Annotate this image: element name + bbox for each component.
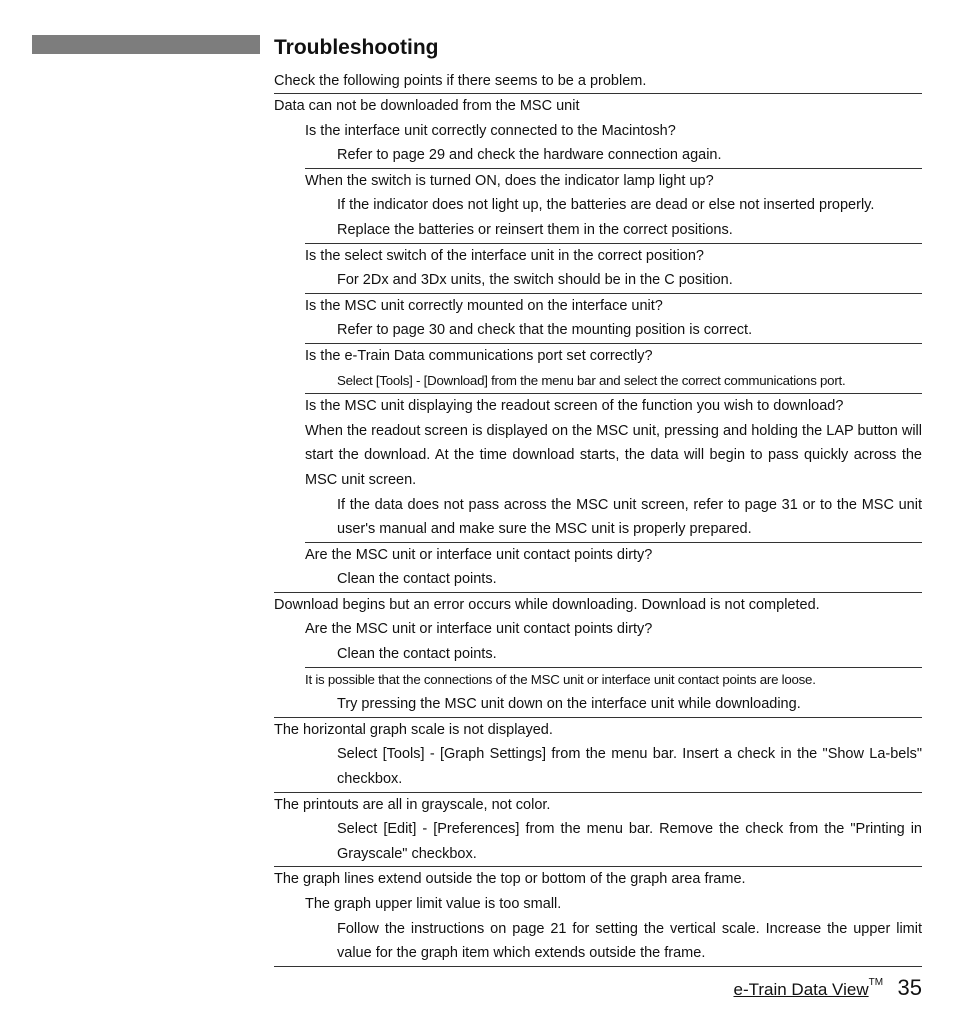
- solution-text: Try pressing the MSC unit down on the interface unit while downloading.: [337, 696, 801, 713]
- page-footer: [733, 975, 922, 1001]
- problem-heading: Data can not be downloaded from the MSC unit: [274, 98, 580, 114]
- check-question: Is the e-Train Data communications port set correctly?: [305, 347, 653, 364]
- explanation-text: When the readout screen is displayed on the MSC unit, pressing and holding the LAP button will start the download. At the time download starts, the data will begin to pass quickly across the MSC unit screen.: [305, 422, 922, 488]
- check-question: It is possible that the connections of the MSC unit or interface unit contact points are loose.: [305, 671, 816, 687]
- problem-heading: The horizontal graph scale is not displayed.: [274, 721, 553, 738]
- section-marker-bar: [32, 35, 260, 54]
- page-title: Troubleshooting: [274, 36, 439, 59]
- solution-text: Clean the contact points.: [337, 571, 497, 588]
- solution-text: If the data does not pass across the MSC unit screen, refer to page 31 or to the MSC unit user's manual and make sure the MSC unit is properly prepared.: [337, 496, 922, 538]
- solution-text: Refer to page 30 and check that the mounting position is correct.: [337, 322, 753, 339]
- check-question: Is the MSC unit displaying the readout screen of the function you wish to download?: [305, 398, 844, 415]
- solution-text: Select [Tools] - [Download] from the menu bar and select the correct communications port.: [337, 372, 846, 388]
- product-name: e-Train Data View: [733, 980, 869, 999]
- solution-text: For 2Dx and 3Dx units, the switch should be in the C position.: [337, 272, 733, 289]
- solution-text: If the indicator does not light up, the batteries are dead or else not inserted properly.: [337, 197, 875, 214]
- problem-heading: The printouts are all in grayscale, not color.: [274, 796, 551, 813]
- check-question: When the switch is turned ON, does the indicator lamp light up?: [305, 172, 714, 189]
- solution-text: Select [Edit] - [Preferences] from the menu bar. Remove the check from the "Printing in Grayscale" checkbox.: [337, 821, 922, 862]
- check-question: Is the select switch of the interface unit in the correct position?: [305, 247, 704, 264]
- trademark-mark: TM: [868, 977, 884, 988]
- divider: [274, 966, 922, 967]
- problem-heading: Download begins but an error occurs while downloading. Download is not completed.: [274, 596, 820, 613]
- solution-text: Select [Tools] - [Graph Settings] from the menu bar. Insert a check in the "Show La-bels" checkbox.: [337, 746, 922, 788]
- problem-heading: The graph lines extend outside the top or bottom of the graph area frame.: [274, 871, 746, 888]
- page-number: 35: [897, 975, 922, 1000]
- check-question: The graph upper limit value is too small.: [305, 896, 562, 912]
- solution-text: Follow the instructions on page 21 for setting the vertical scale. Increase the upper limit value for the graph item which extends outside the frame.: [337, 920, 922, 962]
- solution-text: Clean the contact points.: [337, 646, 497, 663]
- check-question: Are the MSC unit or interface unit contact points dirty?: [305, 546, 653, 563]
- solution-text: Refer to page 29 and check the hardware connection again.: [337, 147, 722, 164]
- check-question: Are the MSC unit or interface unit contact points dirty?: [305, 621, 653, 638]
- check-question: Is the interface unit correctly connected to the Macintosh?: [305, 122, 676, 139]
- solution-text: Replace the batteries or reinsert them in the correct positions.: [337, 221, 733, 238]
- check-question: Is the MSC unit correctly mounted on the interface unit?: [305, 297, 663, 314]
- troubleshooting-list: [274, 93, 922, 967]
- intro-text: Check the following points if there seems to be a problem.: [274, 73, 647, 89]
